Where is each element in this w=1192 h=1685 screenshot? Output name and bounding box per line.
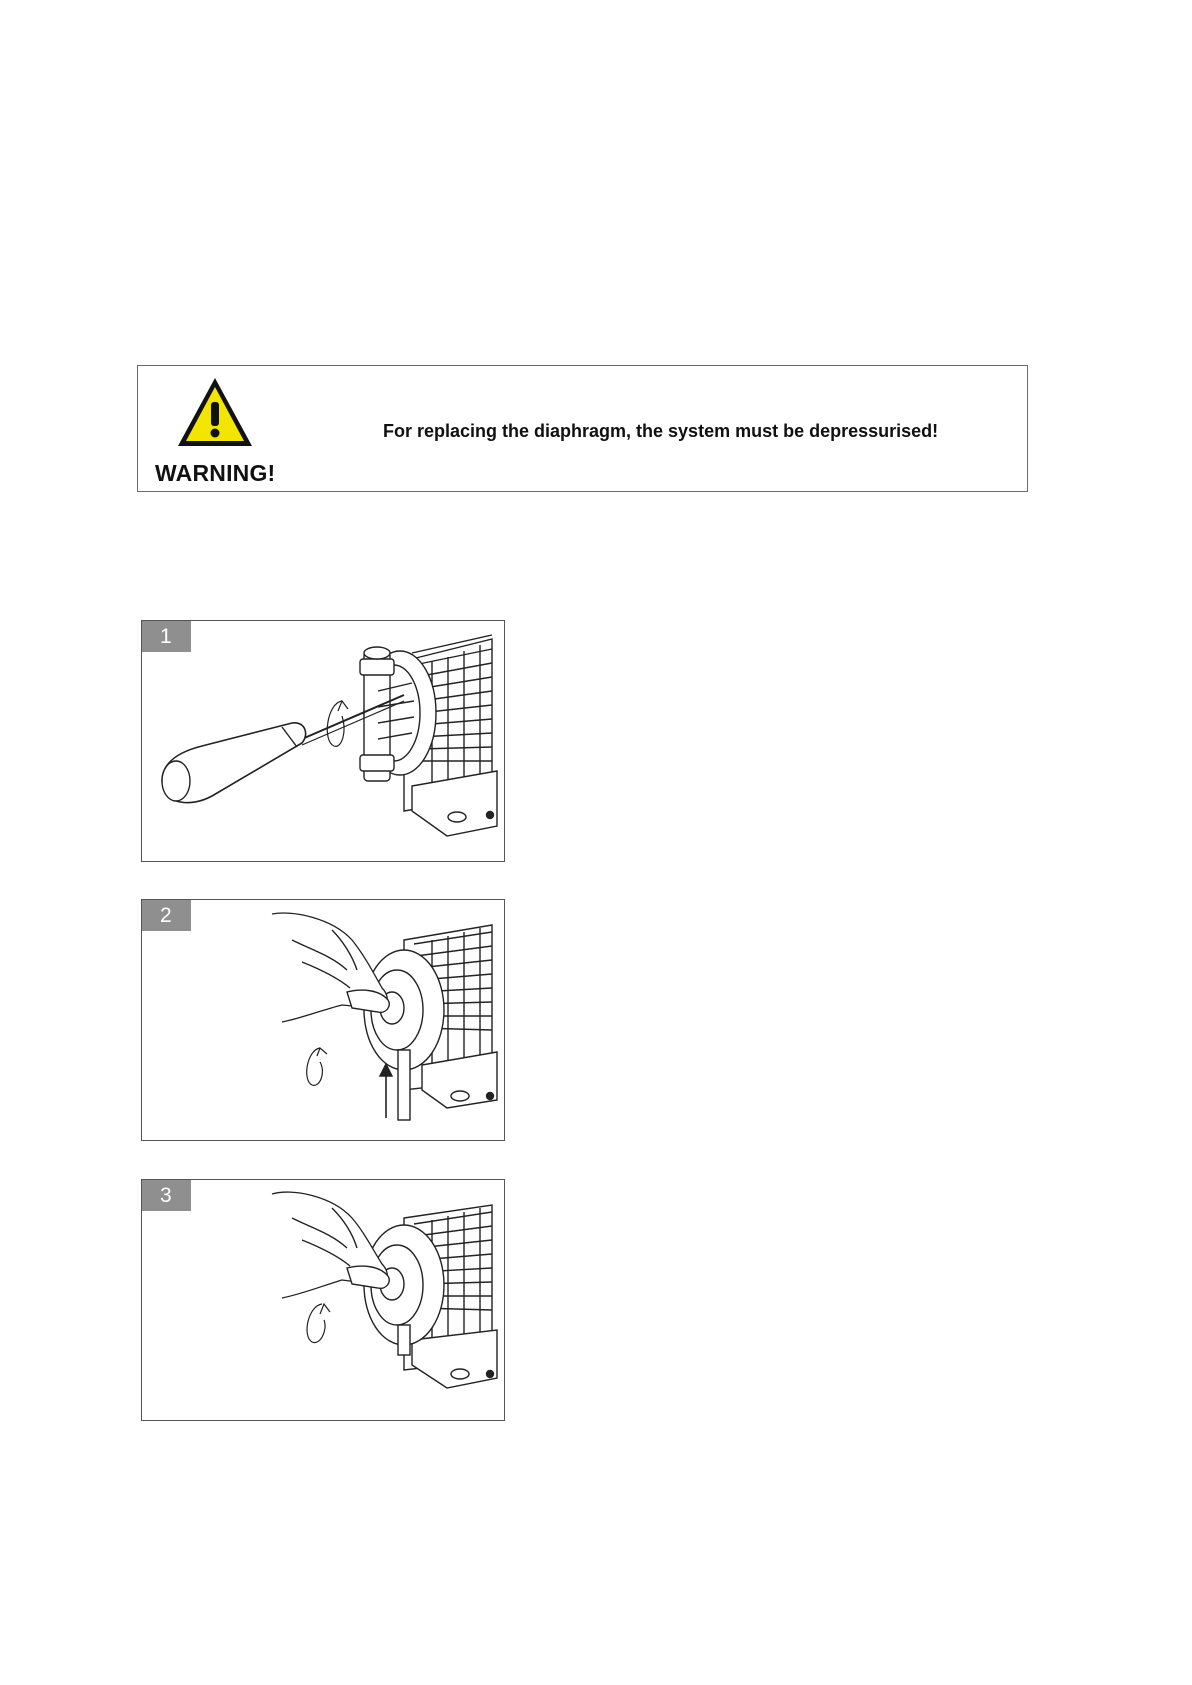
step-number-badge: 2 <box>142 900 191 931</box>
step-1-panel <box>141 620 505 862</box>
step-3-panel <box>141 1179 505 1421</box>
pump-hand-turn-illustration <box>142 900 504 1140</box>
pump-diaphragm-unscrew-illustration <box>142 1180 504 1420</box>
warning-triangle-icon <box>174 374 256 450</box>
pump-screwdriver-illustration <box>142 621 504 861</box>
step-number-badge: 1 <box>142 621 191 652</box>
warning-label: WARNING! <box>155 460 276 486</box>
warning-box <box>137 365 1028 492</box>
step-2-panel <box>141 899 505 1141</box>
step-number-badge: 3 <box>142 1180 191 1211</box>
warning-message: For replacing the diaphragm, the system must be depressurised! <box>383 421 939 441</box>
